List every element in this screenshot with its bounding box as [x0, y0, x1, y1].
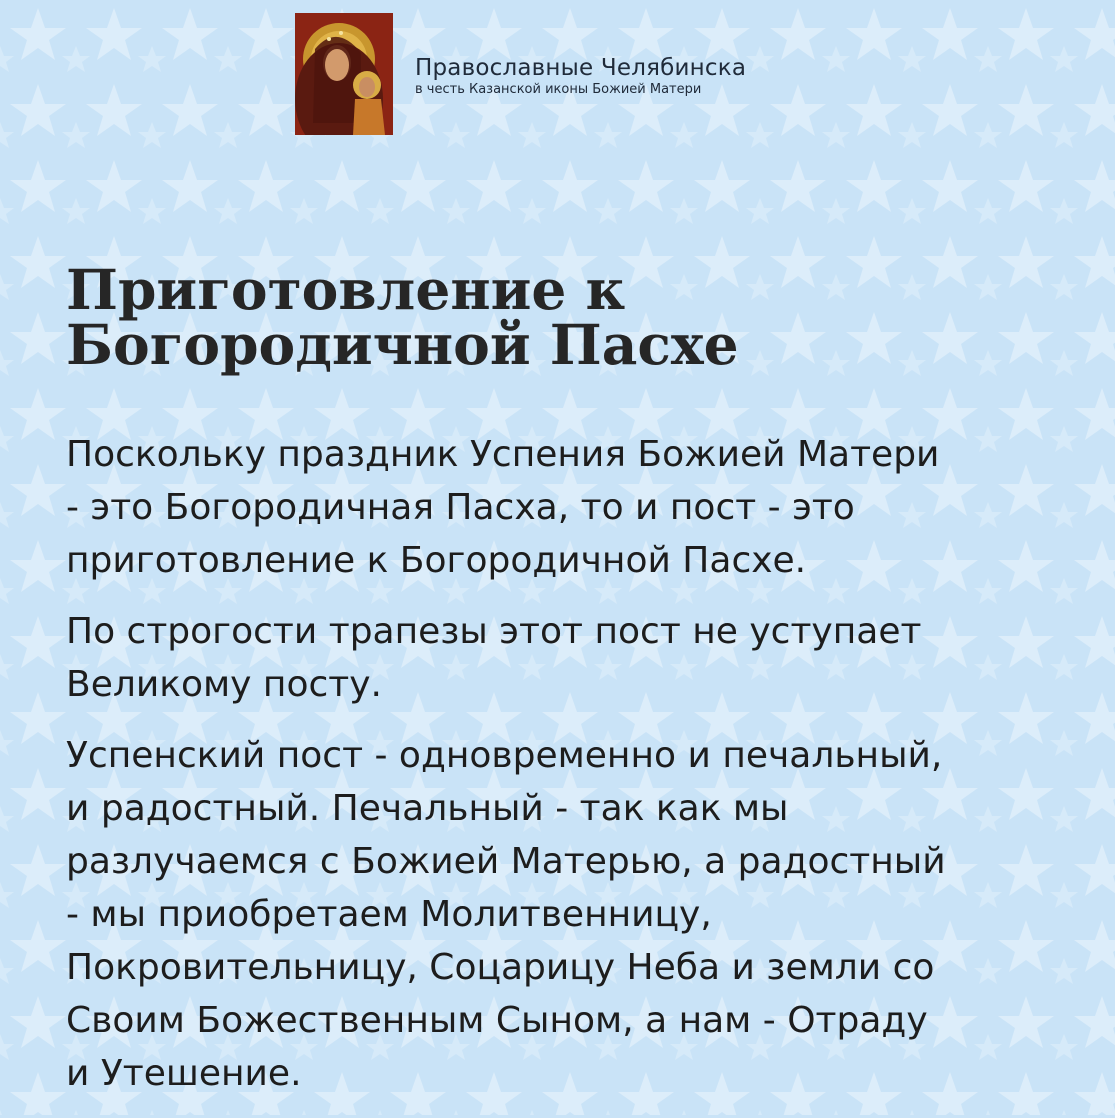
page-title	[66, 257, 1066, 377]
paragraph-3: Успенский пост - одновременно и печальный, и радостный. Печальный - так как мы разлучаемся с Божией Матерью, а радостный - мы приобретаем Молитвенницу, Покровительницу, Соцарицу Неба и земли со Своим Божественным Сыном, а нам - Отраду и Утешение.	[66, 735, 946, 1094]
body-text	[66, 428, 1076, 1118]
paragraph-2: По строгости трапезы этот пост не уступает Великому посту.	[66, 611, 922, 705]
header	[295, 13, 746, 135]
brand-subtitle: в честь Казанской иконы Божией Матери	[415, 82, 702, 98]
brand-block	[415, 56, 746, 97]
paragraph-1: Поскольку праздник Успения Божией Матери - это Богородичная Пасха, то и пост - это приготовление к Богородичной Пасхе.	[66, 434, 940, 581]
page-title-line-2: Богородичной Пасхе	[66, 312, 739, 377]
brand-title: Православные Челябинска	[415, 55, 747, 82]
kazan-icon-logo-icon	[295, 13, 393, 135]
page-title-line-1: Приготовление к	[66, 257, 626, 322]
